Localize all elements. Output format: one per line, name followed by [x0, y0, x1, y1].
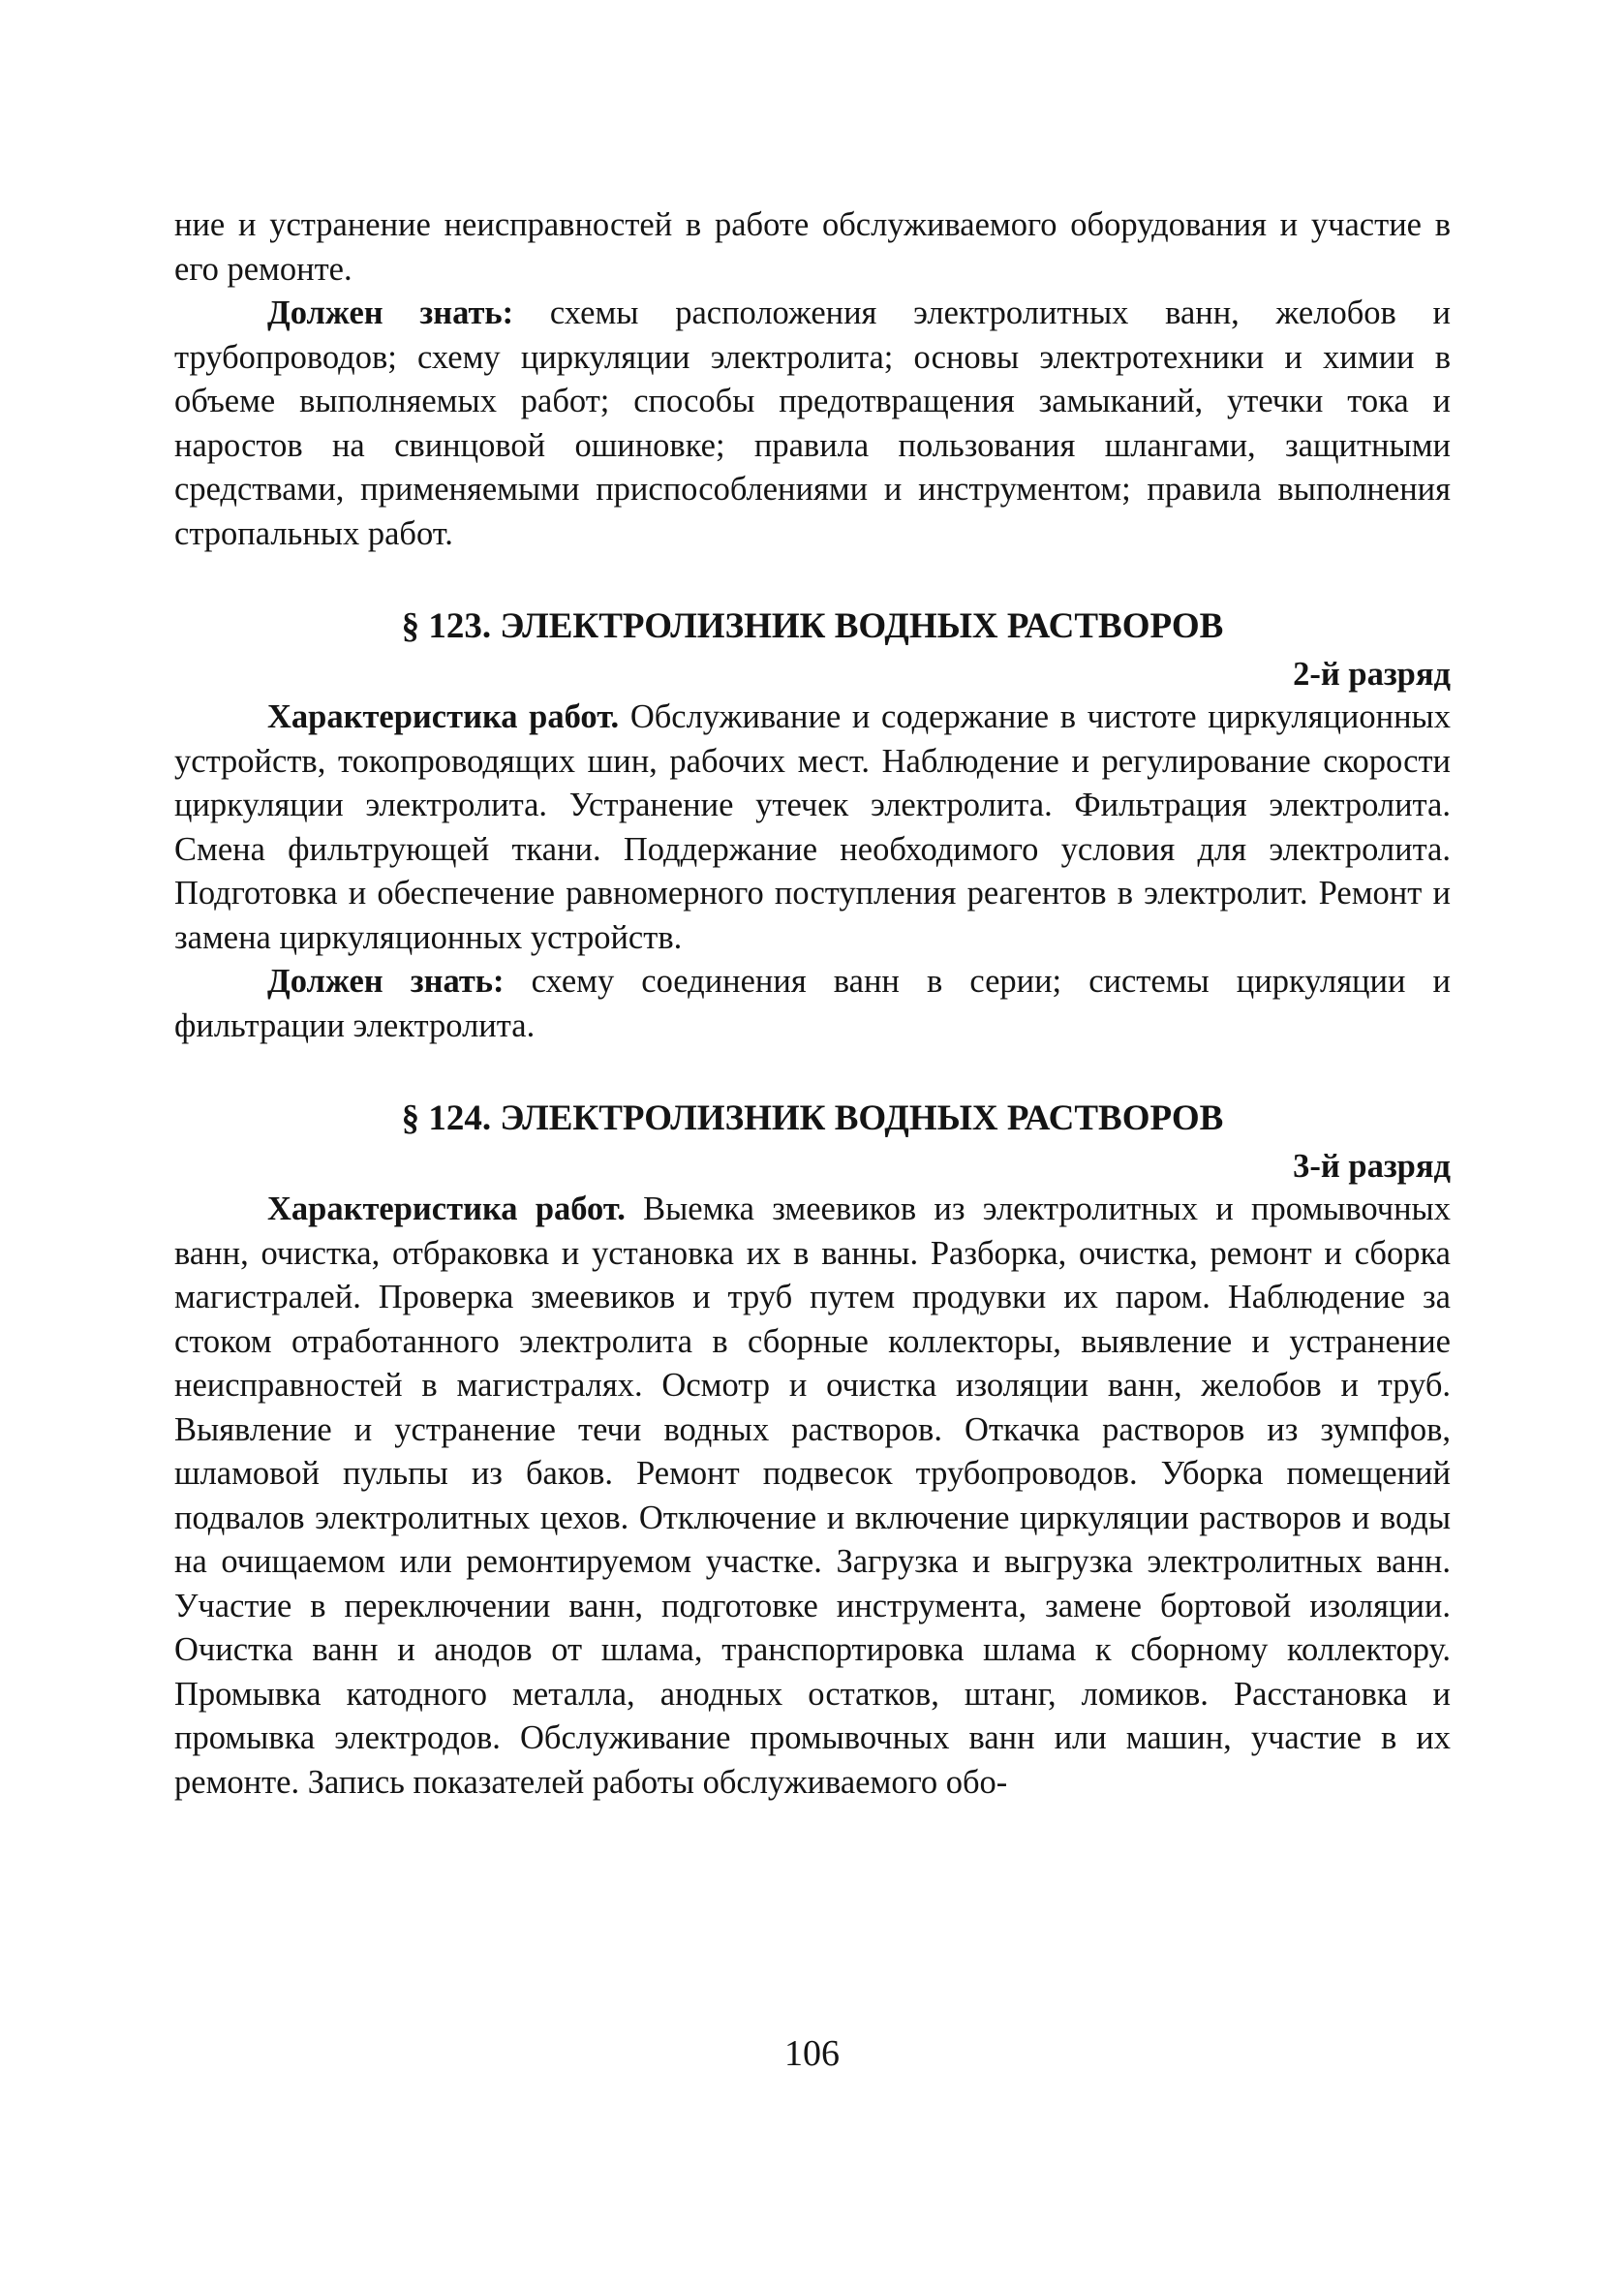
- characteristics-label: Характеристика работ.: [267, 1190, 626, 1227]
- characteristics-text: Обслуживание и содержание в чистоте циркуляционных устройств, токопроводящих шин, рабочих мест. Наблюдение и регулирование скорости циркуляции электролита. Устранение утечек электролита. Фильтрация электролита. Смена фильтрующей ткани. Поддержание необходимого условия для электролита. Подготовка и обеспечение равномерного поступления реагентов в электролит. Ремонт и замена циркуляционных устройств.: [174, 698, 1451, 956]
- continuation-text: ние и устранение неисправностей в работе обслуживаемого оборудования и участие в его ремонте.: [174, 206, 1451, 288]
- characteristics-label: Характеристика работ.: [267, 698, 620, 735]
- section-124-heading: § 124. ЭЛЕКТРОЛИЗНИК ВОДНЫХ РАСТВОРОВ: [401, 1098, 1224, 1138]
- characteristics-text: Выемка змеевиков из электролитных и промывочных ванн, очистка, отбраковка и установка их в ванны. Разборка, очистка, ремонт и сборка магистралей. Проверка змеевиков и труб путем продувки их паром. Наблюдение за стоком отработанного электролита в сборные коллекторы, выявление и устранение неисправностей в магистралях. Осмотр и очистка изоляции ванн, желобов и труб. Выявление и устранение течи водных растворов. Откачка растворов из зумпфов, шламовой пульпы из баков. Ремонт подвесок трубопроводов. Уборка помещений подвалов электролитных цехов. Отключение и включение циркуляции растворов и воды на очищаемом или ремонтируемом участке. Загрузка и выгрузка электролитных ванн. Участие в переключении ванн, подготовке инструмента, замене бортовой изоляции. Очистка ванн и анодов от шлама, транспортировка шлама к сборному коллектору. Промывка катодного металла, анодных остатков, штанг, ломиков. Расстановка и промывка электродов. Обслуживание промывочных ванн или машин, участие в их ремонте. Запись показателей работы обслуживаемого обо-: [174, 1190, 1451, 1801]
- page-content: [174, 203, 1451, 1805]
- continuation-paragraph: [174, 203, 1451, 292]
- page-number: 106: [784, 2033, 840, 2074]
- section-124-characteristics: [174, 1188, 1451, 1805]
- must-know-label: Должен знать:: [267, 963, 505, 1000]
- section-123-heading: § 123. ЭЛЕКТРОЛИЗНИК ВОДНЫХ РАСТВОРОВ: [401, 606, 1224, 646]
- section-123-characteristics: [174, 696, 1451, 960]
- must-know-text: схему соединения ванн в серии; системы циркуляции и фильтрации электролита.: [174, 963, 1451, 1044]
- section-123-must-know: [174, 960, 1451, 1048]
- must-know-paragraph-122: [174, 292, 1451, 556]
- section-124-grade: 3-й разряд: [1293, 1148, 1451, 1185]
- must-know-text: схемы расположения электролитных ванн, желобов и трубопроводов; схему циркуляции электролита; основы электротехники и химии в объеме выполняемых работ; способы предотвращения замыканий, утечки тока и наростов на свинцовой ошиновке; правила пользования шлангами, защитными средствами, применяемыми приспособлениями и инструментом; правила выполнения стропальных работ.: [174, 294, 1451, 552]
- section-123-grade: 2-й разряд: [1293, 656, 1451, 693]
- must-know-label: Должен знать:: [267, 294, 514, 331]
